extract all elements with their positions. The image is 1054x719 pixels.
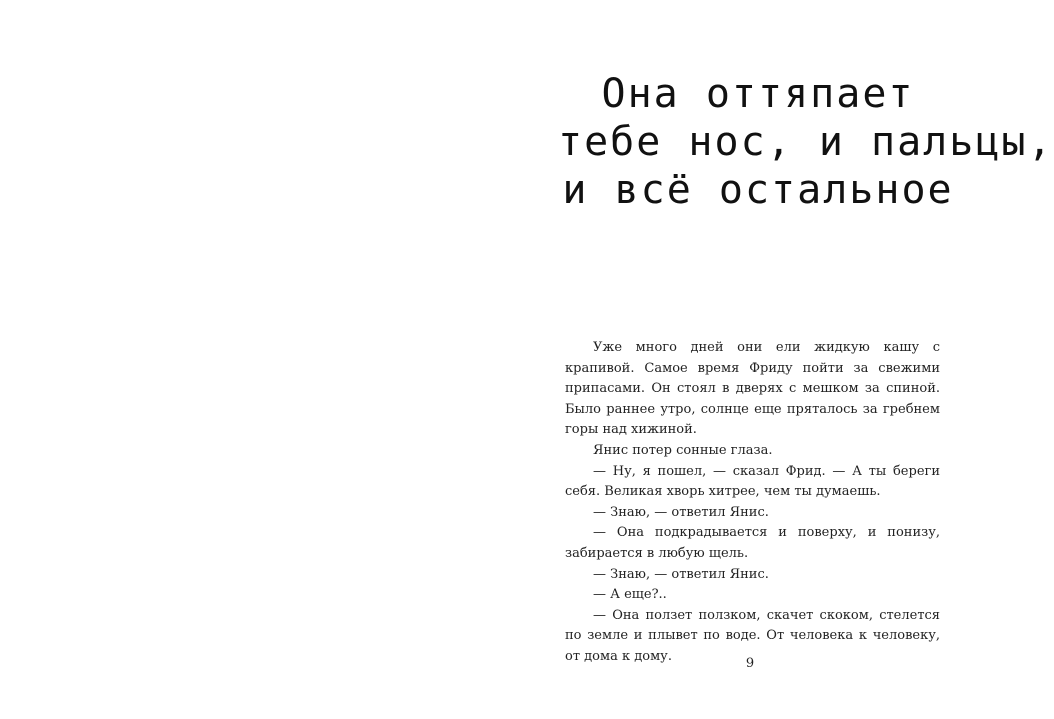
paragraph: — А еще?..: [593, 587, 667, 603]
paragraph: Уже много дней они ели жидкую кашу с крапивой. Самое время Фриду пойти за свежими припасами. Он стоял в дверях с мешком за спиной. Было раннее утро, солнце еще пряталось за гребнем горы над хижиной.: [565, 340, 940, 438]
chapter-title: [558, 70, 1054, 214]
paragraph: — Знаю, — ответил Янис.: [593, 566, 769, 582]
chapter-title-line-3: и всё остальное: [562, 167, 954, 213]
chapter-title-line-2: тебе нос, и пальцы,: [558, 119, 1054, 165]
paragraph: — Ну, я пошел, — сказал Фрид. — А ты береги себя. Великая хворь хитрее, чем ты думаешь.: [565, 463, 940, 500]
paragraph: — Она подкрадывается и поверху, и понизу, забирается в любую щель.: [565, 525, 940, 561]
chapter-body-text: [565, 338, 940, 668]
paragraph: — Знаю, — ответил Янис.: [593, 504, 769, 520]
chapter-title-line-1: Она оттяпает: [601, 71, 915, 117]
page-number: 9: [745, 656, 755, 671]
paragraph: — Она ползет ползком, скачет скоком, стелется по земле и плывет по воде. От человека к человеку, от дома к дому.: [565, 607, 940, 664]
right-page: [500, 0, 1054, 719]
paragraph: Янис потер сонные глаза.: [593, 442, 773, 458]
left-page-blank: [0, 0, 500, 719]
